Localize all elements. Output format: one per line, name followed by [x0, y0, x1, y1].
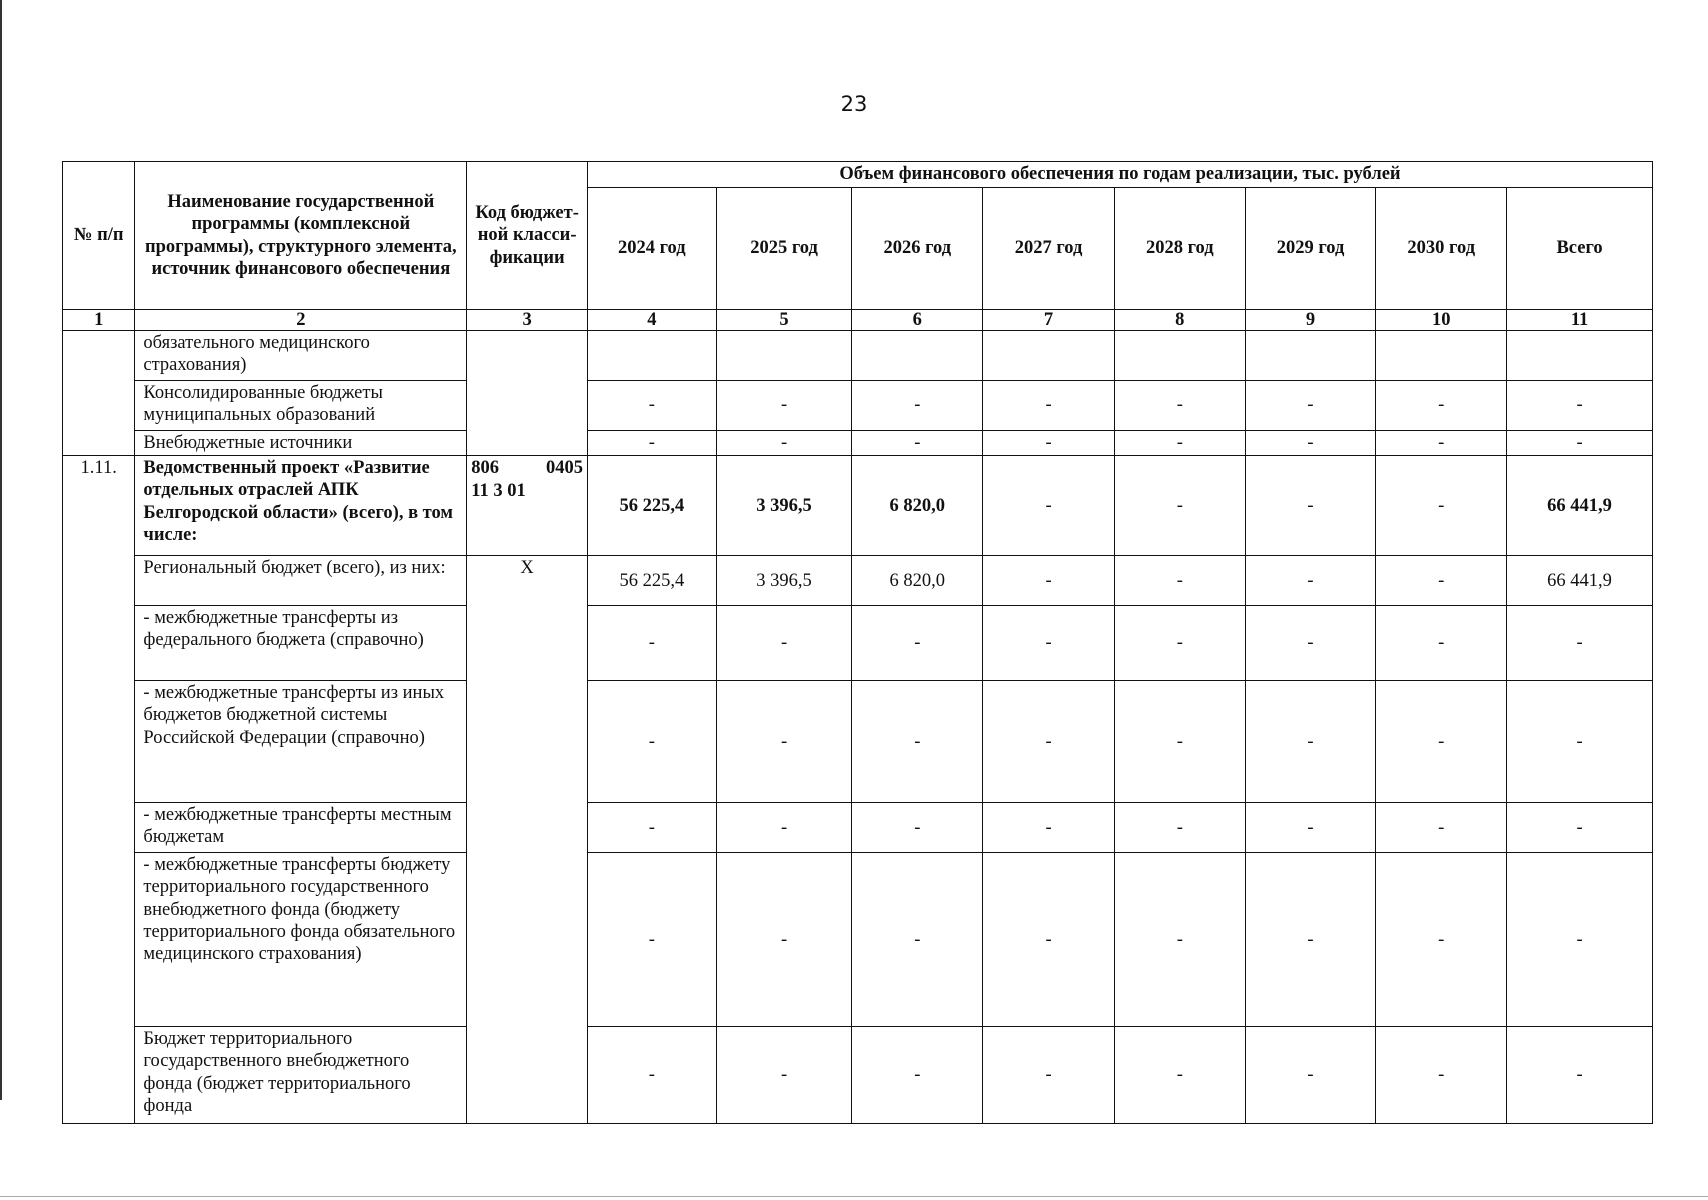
value-cell: - — [1114, 853, 1245, 1027]
column-numbers-row — [63, 310, 1653, 331]
value-cell: - — [983, 456, 1115, 556]
column-number: 4 — [587, 310, 716, 331]
value-cell: - — [1245, 456, 1376, 556]
header-year: 2030 год — [1376, 188, 1507, 310]
source-name: - межбюджетные трансферты из иных бюджетов бюджетной системы Российской Федерации (справочно) — [135, 681, 467, 803]
value-cell: - — [983, 606, 1115, 681]
value-cell: - — [587, 606, 716, 681]
header-year: 2026 год — [852, 188, 983, 310]
value-cell: - — [852, 606, 983, 681]
table-row — [63, 681, 1653, 803]
value-cell: 6 820,0 — [852, 456, 983, 556]
column-number: 10 — [1376, 310, 1507, 331]
table-row — [63, 331, 1653, 381]
value-cell: - — [852, 853, 983, 1027]
table-row — [63, 606, 1653, 681]
value-cell: - — [1245, 803, 1376, 853]
table-row — [63, 1027, 1653, 1124]
header-year: 2028 год — [1114, 188, 1245, 310]
num-cell-empty — [63, 331, 135, 456]
value-cell: - — [587, 431, 716, 456]
value-cell: - — [983, 431, 1115, 456]
value-cell: - — [852, 803, 983, 853]
column-number: 8 — [1114, 310, 1245, 331]
header-total: Всего — [1507, 188, 1653, 310]
header-year: 2024 год — [587, 188, 716, 310]
header-volume: Объем финансового обеспечения по годам реализации, тыс. рублей — [587, 162, 1652, 188]
column-number: 11 — [1507, 310, 1653, 331]
source-name: Внебюджетные источники — [135, 431, 467, 456]
header-year: 2027 год — [983, 188, 1115, 310]
value-cell: - — [1376, 381, 1507, 431]
source-name: обязательного медицинского страхования) — [135, 331, 467, 381]
column-number: 3 — [467, 310, 588, 331]
value-cell: - — [587, 853, 716, 1027]
value-cell: - — [716, 1027, 852, 1124]
column-number: 5 — [716, 310, 852, 331]
value-cell: - — [716, 431, 852, 456]
value-cell: - — [983, 681, 1115, 803]
header-num: № п/п — [63, 162, 135, 310]
value-cell: - — [983, 381, 1115, 431]
value-cell: - — [1376, 431, 1507, 456]
source-name: - межбюджетные трансферты бюджету территориального государственного внебюджетного фонда (бюджету территориального фонда обязательного медицинского страхования) — [135, 853, 467, 1027]
column-number: 1 — [63, 310, 135, 331]
table-row — [63, 853, 1653, 1027]
value-cell: - — [1114, 431, 1245, 456]
value-cell: - — [983, 1027, 1115, 1124]
value-cell: - — [1114, 381, 1245, 431]
source-name: - межбюджетные трансферты местным бюджетам — [135, 803, 467, 853]
value-cell: - — [716, 853, 852, 1027]
page-left-edge — [0, 0, 2, 1100]
project-code — [467, 456, 588, 556]
code-cell-empty — [467, 331, 588, 456]
value-cell: - — [716, 381, 852, 431]
value-cell: - — [1114, 556, 1245, 606]
source-name: Региональный бюджет (всего), из них: — [135, 556, 467, 606]
table-row — [63, 803, 1653, 853]
value-cell: - — [1245, 681, 1376, 803]
value-cell — [1245, 331, 1376, 381]
value-cell: - — [852, 681, 983, 803]
value-cell: 56 225,4 — [587, 556, 716, 606]
value-cell: - — [1507, 431, 1653, 456]
value-cell — [852, 331, 983, 381]
value-cell: - — [716, 681, 852, 803]
value-cell: - — [852, 431, 983, 456]
value-cell: - — [1114, 681, 1245, 803]
table-row — [63, 381, 1653, 431]
header-code: Код бюджет-ной класси-фикации — [467, 162, 588, 310]
header-name: Наименование государственной программы (комплексной программы), структурного элемента, источник финансового обеспечения — [135, 162, 467, 310]
value-cell: - — [1376, 803, 1507, 853]
value-cell — [716, 331, 852, 381]
value-cell: - — [716, 606, 852, 681]
value-cell — [587, 331, 716, 381]
value-cell: - — [1245, 853, 1376, 1027]
value-cell: - — [587, 803, 716, 853]
value-cell — [1376, 331, 1507, 381]
page-bottom-rule — [0, 1196, 1708, 1197]
value-cell: - — [852, 1027, 983, 1124]
column-number: 7 — [983, 310, 1115, 331]
value-cell: - — [1507, 381, 1653, 431]
column-number: 2 — [135, 310, 467, 331]
project-row — [63, 456, 1653, 556]
code-part: 0405 — [545, 458, 583, 479]
header-year: 2025 год — [716, 188, 852, 310]
code-part: 11 3 01 — [471, 481, 526, 502]
value-cell: - — [1376, 556, 1507, 606]
value-cell: - — [1376, 853, 1507, 1027]
value-cell: - — [1376, 681, 1507, 803]
value-cell: - — [716, 803, 852, 853]
code-x: Х — [467, 556, 588, 1124]
project-name: Ведомственный проект «Развитие отдельных отраслей АПК Белгородской области» (всего), в том числе: — [135, 456, 467, 556]
value-cell: - — [983, 853, 1115, 1027]
value-cell: 66 441,9 — [1507, 556, 1653, 606]
value-cell — [1507, 331, 1653, 381]
value-cell: - — [587, 381, 716, 431]
source-name: Консолидированные бюджеты муниципальных образований — [135, 381, 467, 431]
value-cell — [983, 331, 1115, 381]
value-cell: - — [1245, 606, 1376, 681]
value-cell: - — [983, 803, 1115, 853]
value-cell: 66 441,9 — [1507, 456, 1653, 556]
value-cell: - — [1114, 1027, 1245, 1124]
page-number: 23 — [840, 92, 868, 116]
header-year: 2029 год — [1245, 188, 1376, 310]
value-cell: - — [1507, 606, 1653, 681]
value-cell: 3 396,5 — [716, 456, 852, 556]
value-cell: - — [1376, 456, 1507, 556]
table-row — [63, 556, 1653, 606]
value-cell: - — [1507, 853, 1653, 1027]
value-cell: - — [1376, 1027, 1507, 1124]
value-cell: - — [1114, 606, 1245, 681]
value-cell: - — [1245, 556, 1376, 606]
value-cell: - — [1245, 1027, 1376, 1124]
value-cell: - — [1376, 606, 1507, 681]
source-name: Бюджет территориального государственного внебюджетного фонда (бюджет территориального фонда — [135, 1027, 467, 1124]
value-cell: - — [1114, 456, 1245, 556]
column-number: 6 — [852, 310, 983, 331]
source-name: - межбюджетные трансферты из федерального бюджета (справочно) — [135, 606, 467, 681]
code-part: 806 — [471, 458, 500, 479]
value-cell: - — [1507, 681, 1653, 803]
value-cell: - — [587, 681, 716, 803]
value-cell: - — [1245, 381, 1376, 431]
value-cell: - — [1507, 803, 1653, 853]
financing-table — [62, 161, 1653, 1124]
value-cell: - — [1507, 1027, 1653, 1124]
value-cell: - — [983, 556, 1115, 606]
value-cell: - — [1114, 803, 1245, 853]
column-number: 9 — [1245, 310, 1376, 331]
value-cell: 3 396,5 — [716, 556, 852, 606]
value-cell: - — [1245, 431, 1376, 456]
value-cell: - — [587, 1027, 716, 1124]
value-cell: - — [852, 381, 983, 431]
table-row — [63, 431, 1653, 456]
value-cell — [1114, 331, 1245, 381]
value-cell: 6 820,0 — [852, 556, 983, 606]
value-cell: 56 225,4 — [587, 456, 716, 556]
project-number: 1.11. — [63, 456, 135, 1124]
